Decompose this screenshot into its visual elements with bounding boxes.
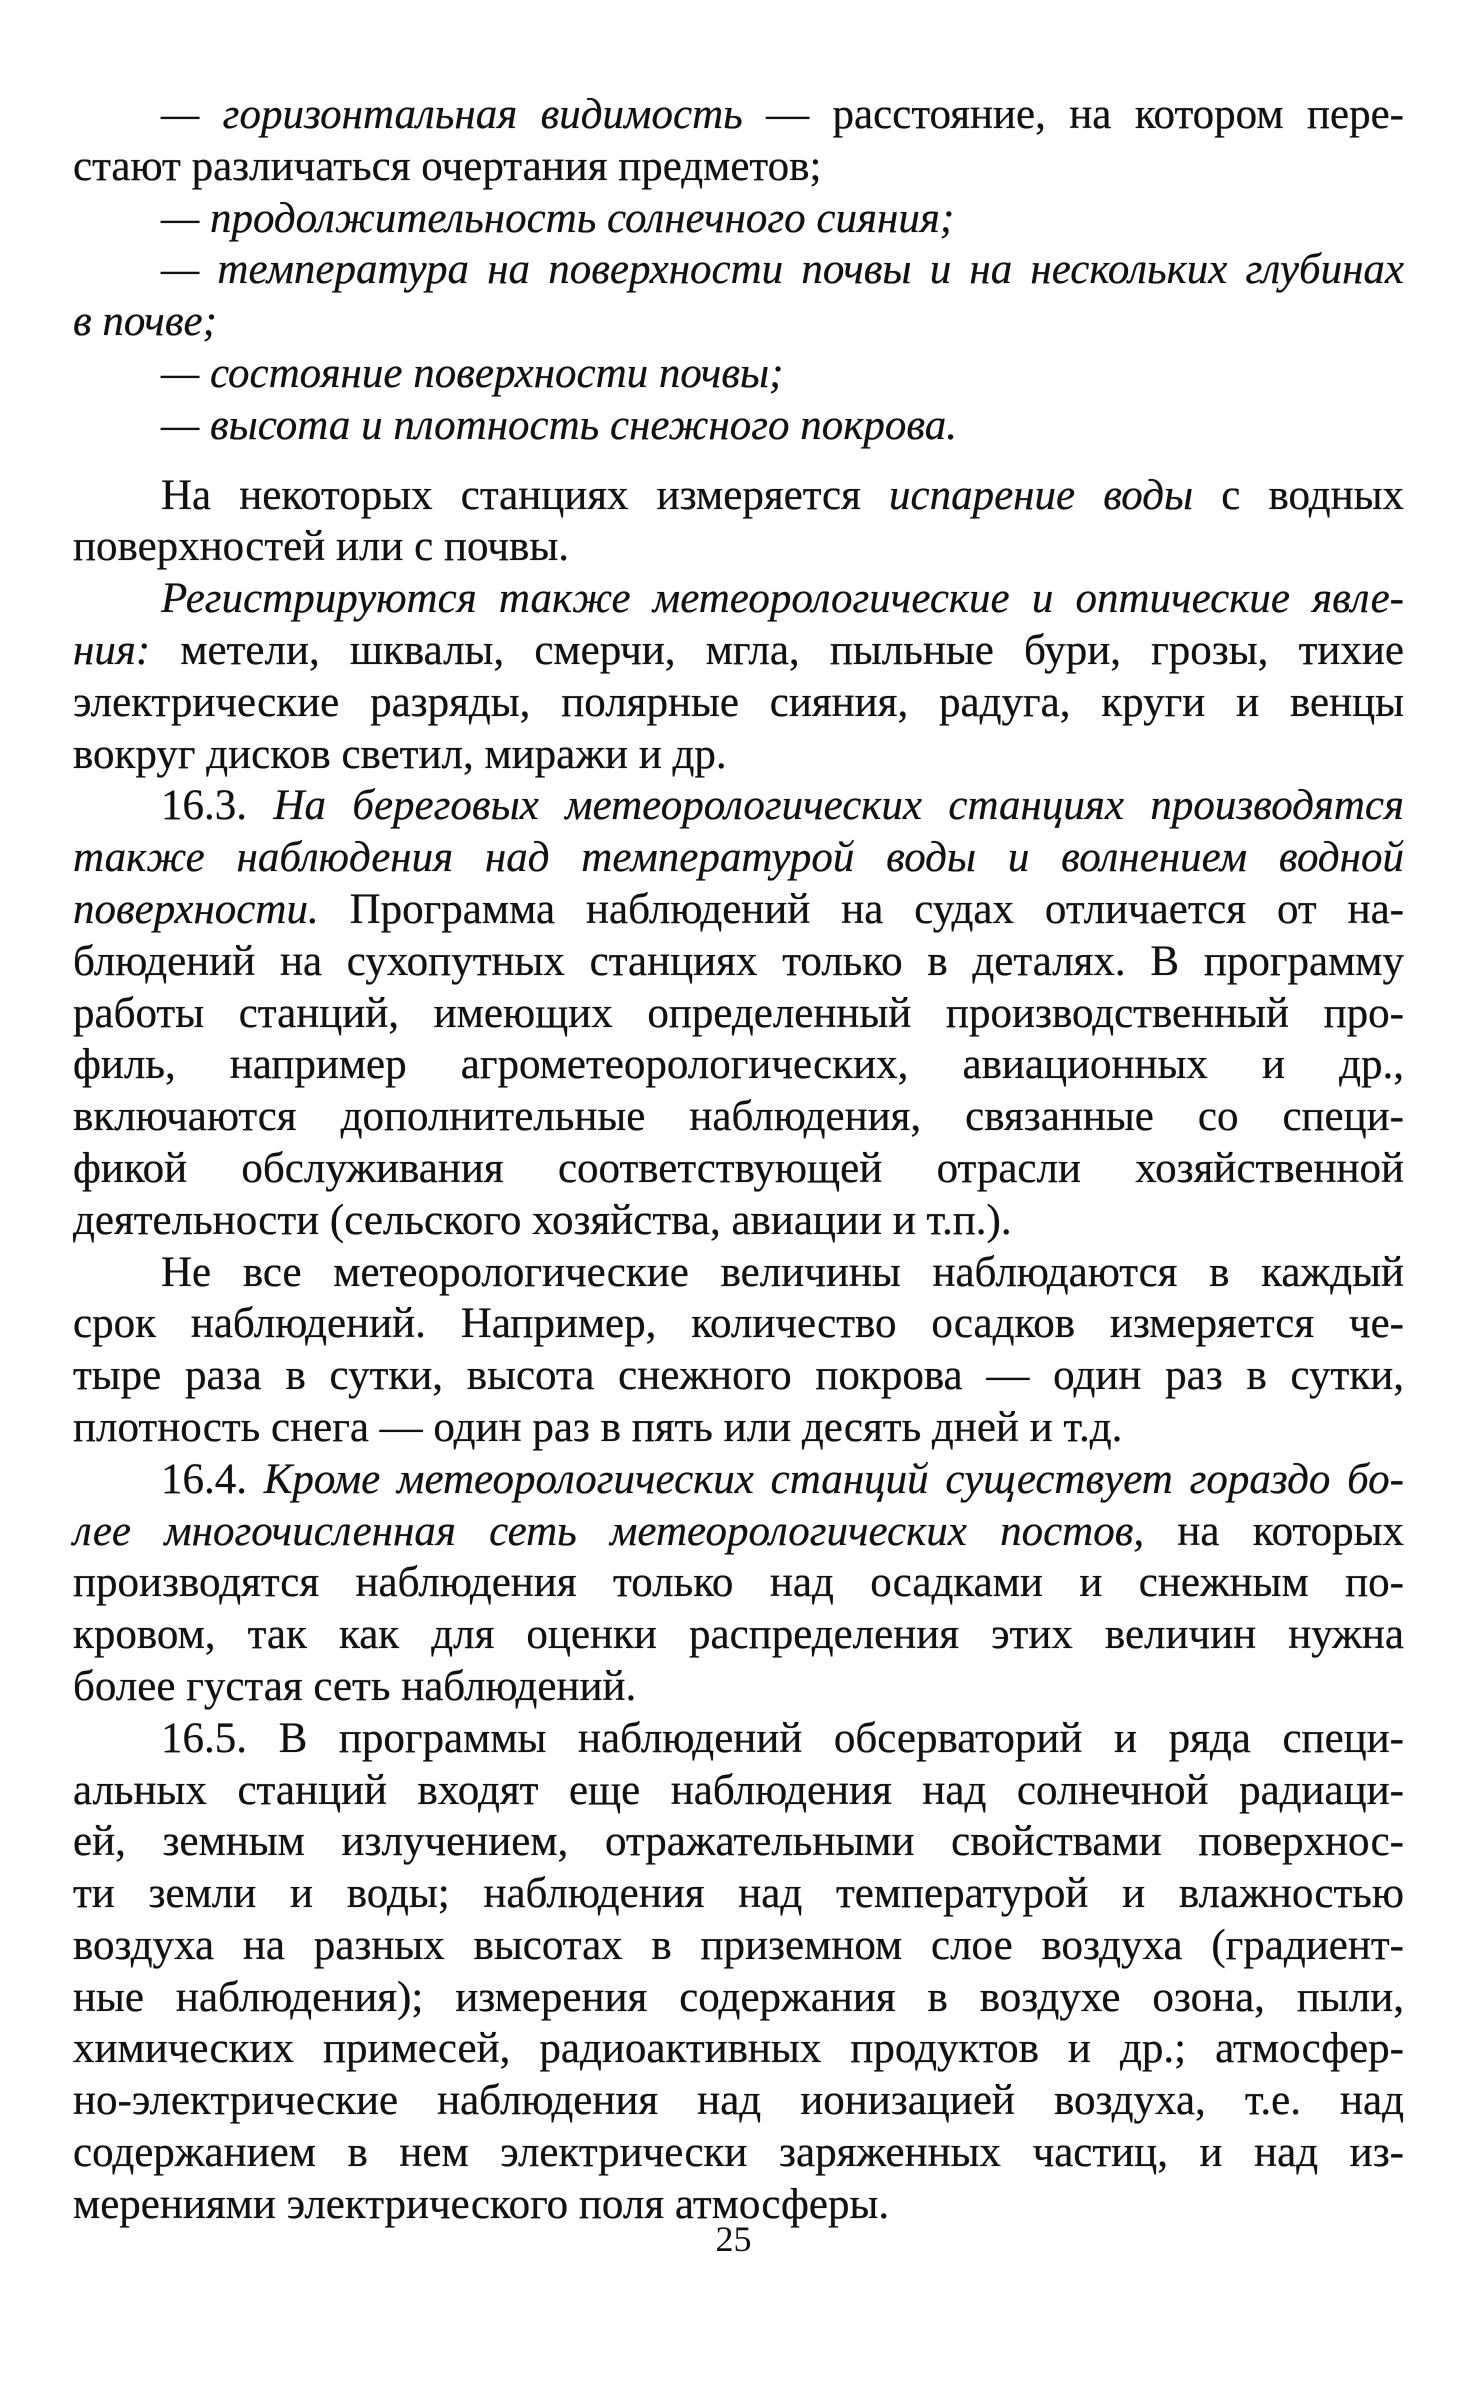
- text: Программа наблюдений на судах отличается от на-: [318, 885, 1404, 933]
- text: ные наблюдения); измерения содержания в воздухе озона, пыли,: [73, 1973, 1404, 2021]
- text-line: [73, 2127, 1404, 2179]
- text: химических примесей, радиоактивных продуктов и др.; атмосфер-: [73, 2025, 1404, 2073]
- text: фикой обслуживания соответствующей отрасли хозяйственной: [73, 1144, 1404, 1192]
- text: срок наблюдений. Например, количество осадков измеряется че-: [73, 1300, 1404, 1348]
- text-line: [73, 884, 1404, 936]
- text-line: [73, 625, 1404, 677]
- italic-text: лее многочисленная сеть метеорологических постов,: [73, 1507, 1145, 1555]
- text-line: [73, 1868, 1404, 1920]
- text-line: [73, 470, 1404, 522]
- text: вокруг дисков светил, миражи и др.: [73, 730, 727, 778]
- text: кровом, так как для оценки распределения этих величин нужна: [73, 1611, 1404, 1659]
- page-number: 25: [715, 2219, 752, 2259]
- page-body-text: [73, 89, 1404, 2231]
- text-line: [73, 1557, 1404, 1609]
- text-line: [73, 1298, 1404, 1350]
- text: деятельности (сельского хозяйства, авиации и т.п.).: [73, 1196, 1012, 1244]
- text-line: [73, 832, 1404, 884]
- italic-text: ния:: [73, 626, 151, 674]
- text: 16.3.: [161, 782, 274, 830]
- text-line: [73, 400, 1404, 452]
- text: стают различаться очертания предметов;: [73, 142, 822, 190]
- text-line: [73, 1609, 1404, 1661]
- text-line: [73, 780, 1404, 832]
- text: включаются дополнительные наблюдения, связанные со специ-: [73, 1093, 1404, 1141]
- text: метели, шквалы, смерчи, мгла, пыльные бури, грозы, тихие: [150, 626, 1404, 674]
- italic-text: — температура на поверхности почвы и на нескольких глубинах: [161, 246, 1404, 294]
- text-line: [73, 521, 1404, 573]
- text-line: [73, 1661, 1404, 1713]
- text-line: [73, 1506, 1404, 1558]
- text-line: [73, 1247, 1404, 1299]
- text: работы станций, имеющих определенный производственный про-: [73, 989, 1404, 1037]
- text-line: [73, 1091, 1404, 1143]
- text-line: [73, 2023, 1404, 2075]
- text: — расстояние, на котором пере-: [742, 91, 1405, 138]
- text: На некоторых станциях измеряется: [161, 471, 889, 519]
- text: более густая сеть наблюдений.: [73, 1662, 637, 1710]
- text: ей, земным излучением, отражательными свойствами поверхнос-: [73, 1818, 1404, 1866]
- text-line: [73, 1143, 1404, 1195]
- text-line: [73, 89, 1404, 141]
- text-line: [73, 2075, 1404, 2127]
- text: 16.5. В программы наблюдений обсерваторий и ряда специ-: [161, 1714, 1404, 1762]
- text: 16.4.: [161, 1455, 264, 1503]
- text-line: [73, 573, 1404, 625]
- text: электрические разряды, полярные сияния, радуга, круги и венцы: [73, 678, 1404, 726]
- text: тыре раза в сутки, высота снежного покрова — один раз в сутки,: [73, 1352, 1404, 1400]
- text-line: [73, 1039, 1404, 1091]
- text-line: [73, 1195, 1404, 1247]
- italic-text: — горизонтальная видимость: [161, 91, 743, 138]
- italic-text: — высота и плотность снежного покрова.: [161, 401, 958, 449]
- text-line: [73, 193, 1404, 245]
- italic-text: Регистрируются также метеорологические и оптические явле-: [161, 575, 1404, 623]
- italic-text: — состояние поверхности почвы;: [161, 349, 784, 397]
- text-line: [73, 244, 1404, 296]
- text: но-электрические наблюдения над ионизацией воздуха, т.е. над: [73, 2077, 1404, 2125]
- italic-text: также наблюдения над температурой воды и волнением водной: [73, 834, 1404, 882]
- text-line: [73, 1816, 1404, 1868]
- text-line: [73, 988, 1404, 1040]
- text-line: [73, 1713, 1404, 1765]
- text: поверхностей или с почвы.: [73, 523, 569, 571]
- text-line: [73, 936, 1404, 988]
- text-line: [73, 1972, 1404, 2024]
- text-line: [73, 348, 1404, 400]
- text-line: [73, 1402, 1404, 1454]
- text: плотность снега — один раз в пять или десять дней и т.д.: [73, 1403, 1123, 1451]
- text-line: [73, 729, 1404, 781]
- text-line: [73, 1350, 1404, 1402]
- text: воздуха на разных высотах в приземном слое воздуха (градиент-: [73, 1921, 1404, 1969]
- text: альных станций входят еще наблюдения над солнечной радиаци-: [73, 1766, 1404, 1814]
- text: филь, например агрометеорологических, авиационных и др.,: [73, 1041, 1404, 1089]
- text: Не все метеорологические величины наблюдаются в каждый: [161, 1248, 1404, 1296]
- text-line: [73, 677, 1404, 729]
- italic-text: в почве;: [73, 298, 217, 346]
- italic-text: испарение воды: [889, 471, 1194, 519]
- text: ти земли и воды; наблюдения над температурой и влажностью: [73, 1870, 1404, 1918]
- text-line: [73, 1454, 1404, 1506]
- italic-text: Кроме метеорологических станций существует гораздо бо-: [263, 1455, 1405, 1503]
- text: с водных: [1193, 471, 1404, 519]
- text-line: [73, 141, 1404, 193]
- text-line: [73, 296, 1404, 348]
- text: мерениями электрического поля атмосферы.: [73, 2180, 890, 2228]
- text: на которых: [1144, 1507, 1404, 1555]
- italic-text: поверхности.: [73, 885, 319, 933]
- text: блюдений на сухопутных станциях только в деталях. В программу: [73, 937, 1404, 985]
- text-line: [73, 1920, 1404, 1972]
- text: производятся наблюдения только над осадками и снежным по-: [73, 1559, 1404, 1607]
- text-line: [73, 1765, 1404, 1817]
- italic-text: На береговых метеорологических станциях производятся: [273, 782, 1404, 830]
- italic-text: — продолжительность солнечного сияния;: [161, 194, 955, 242]
- text: содержанием в нем электрически заряженных частиц, и над из-: [73, 2129, 1404, 2177]
